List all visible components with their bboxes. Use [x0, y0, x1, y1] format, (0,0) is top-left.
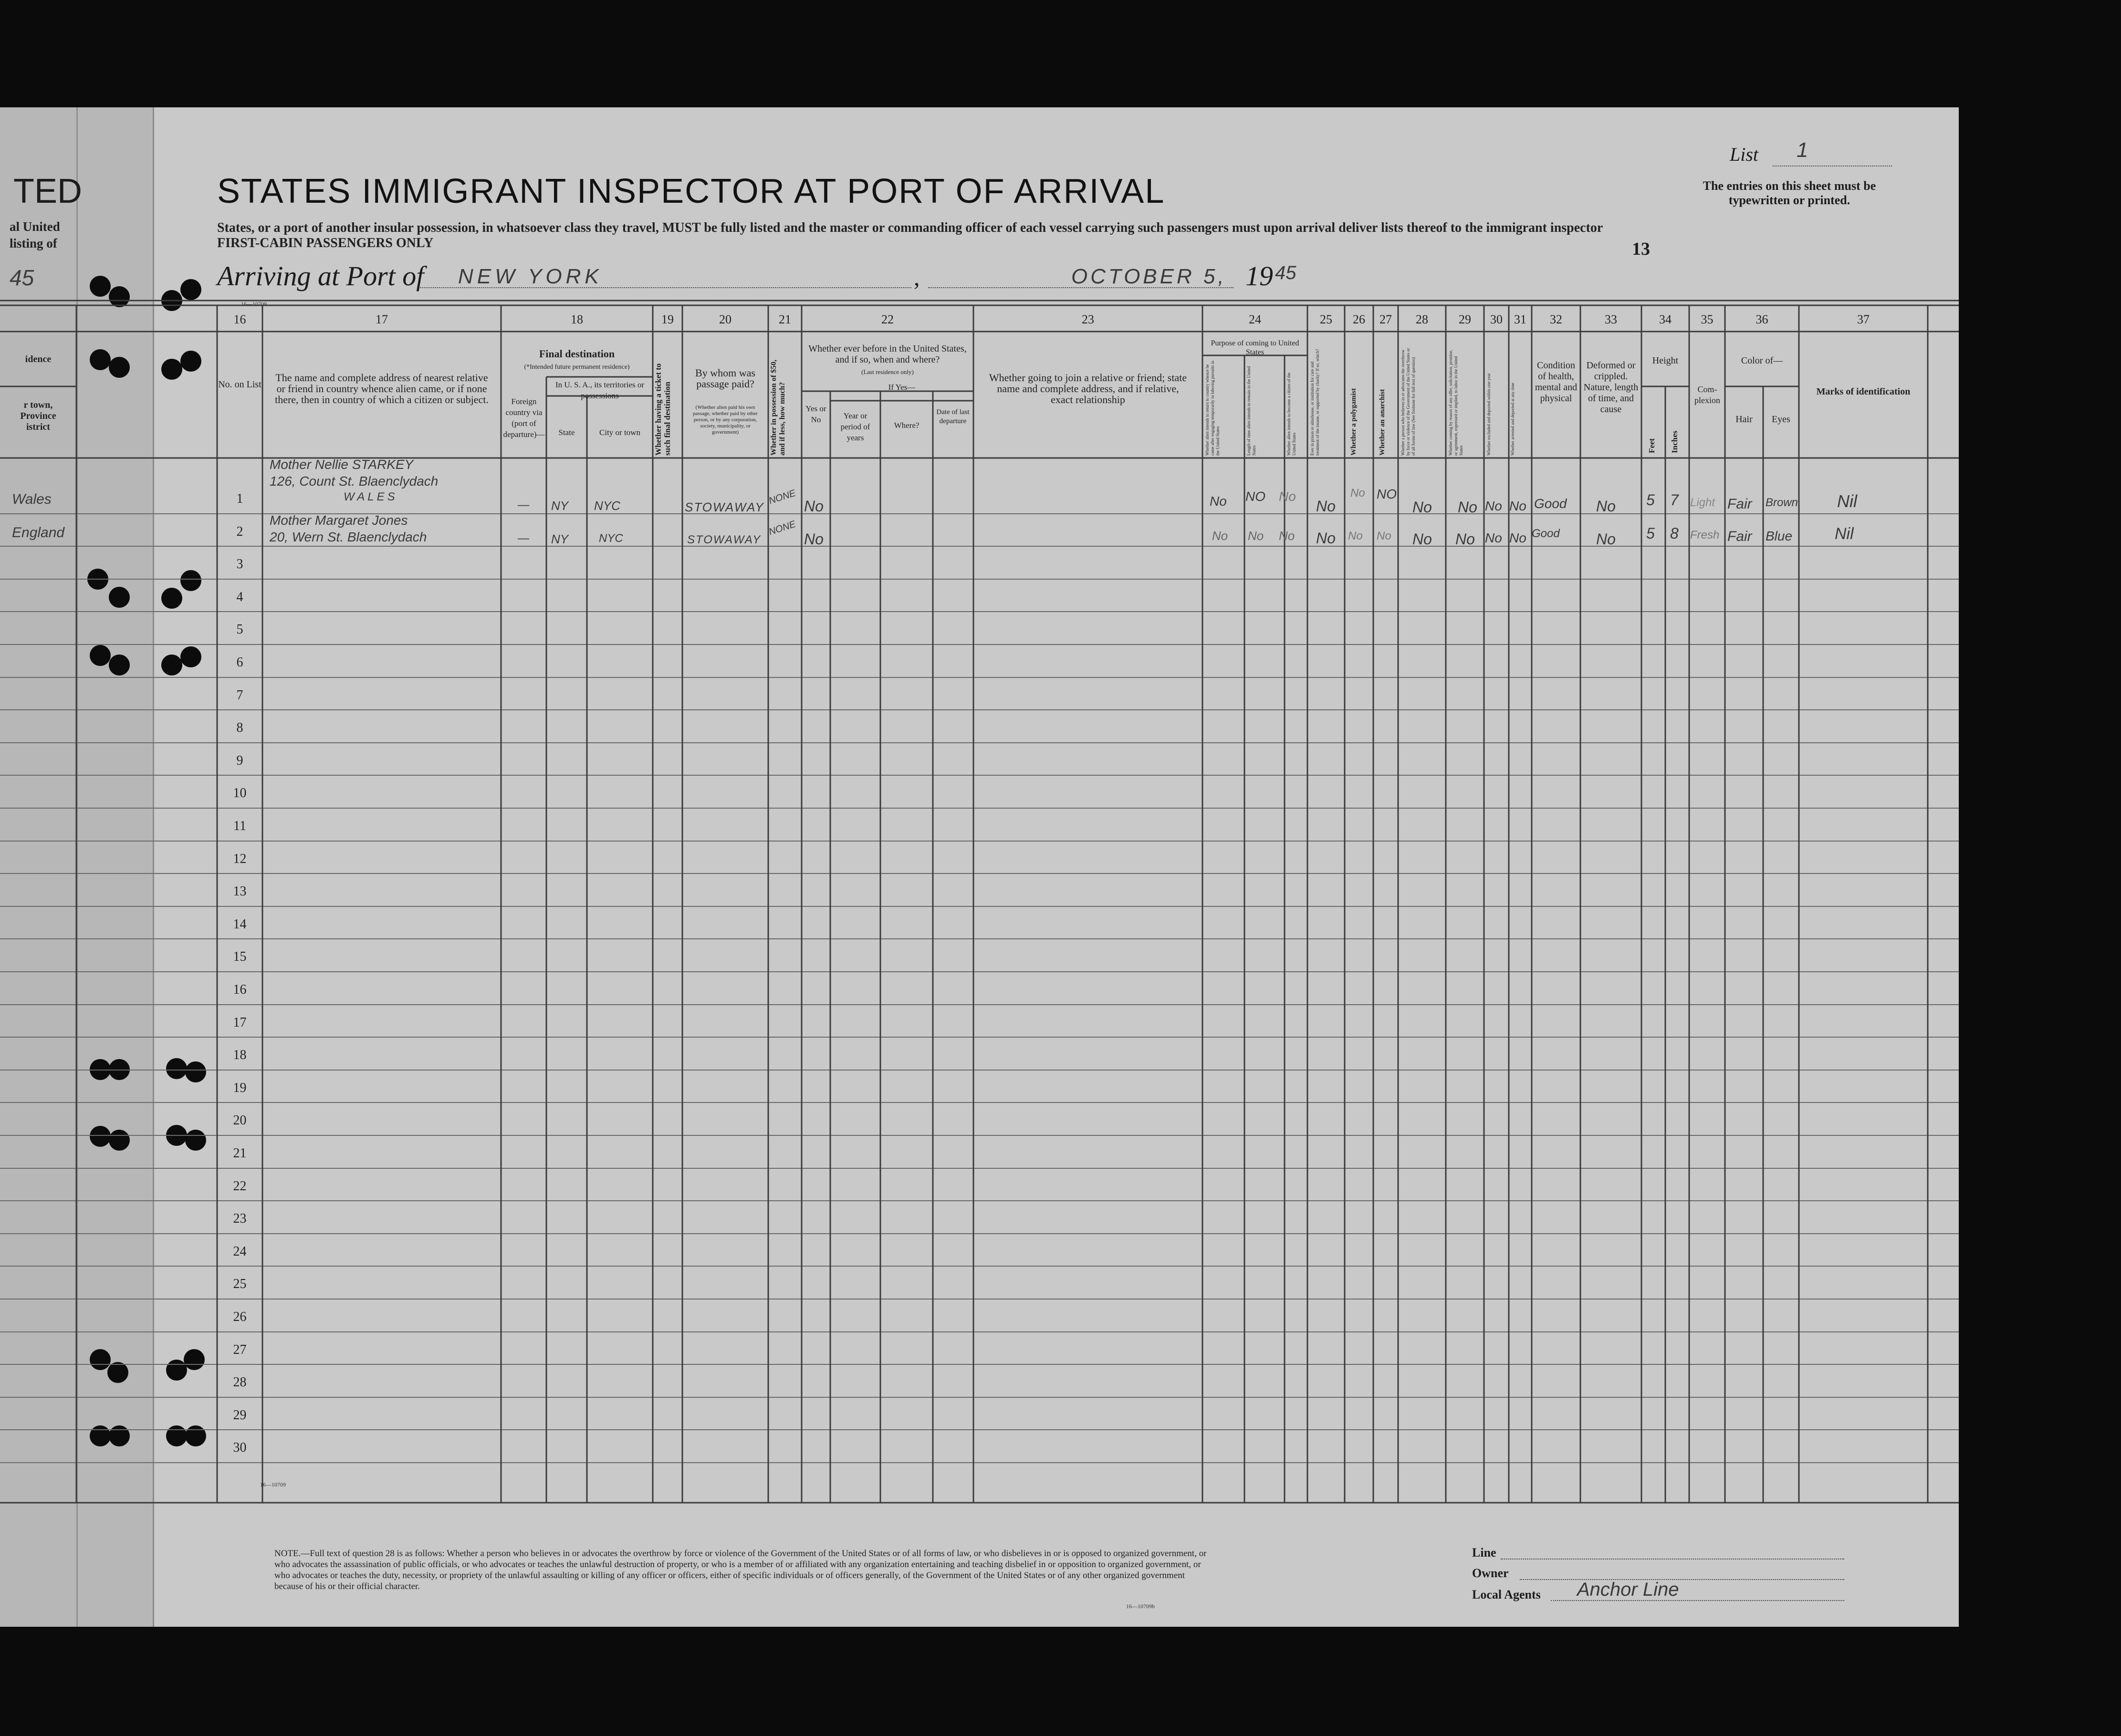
row-number: 10	[233, 786, 247, 801]
q31-1: No	[1509, 499, 1526, 513]
header-q28: Whether a person who believes in or advocates the overthrow by force or violence of the Government of the United States or of all forms of law (See footnote for full text of question)	[1400, 348, 1416, 456]
form-code-note: 16—10709b	[1126, 1603, 1155, 1610]
col-number: 25	[1320, 312, 1332, 326]
punch-hole	[161, 359, 182, 380]
header-in-usa: In U. S. A., its territories or possessions	[555, 380, 645, 400]
col-number: 16	[233, 312, 246, 326]
col-number: 37	[1857, 312, 1870, 326]
punch-hole	[185, 1425, 206, 1446]
row-number: 24	[233, 1244, 247, 1259]
punch-hole	[107, 1362, 128, 1383]
col-number: 27	[1379, 312, 1392, 326]
row-number: 21	[233, 1146, 247, 1161]
money-1: NONE	[767, 488, 797, 507]
feet-2: 5	[1646, 525, 1655, 542]
header-polygamist: Whether a polygamist	[1350, 388, 1358, 456]
ever-before-2: No	[804, 530, 824, 548]
eyes-2: Blue	[1766, 529, 1793, 543]
row-number: 7	[236, 687, 243, 703]
row-number: 20	[233, 1113, 247, 1128]
row-number: 4	[236, 589, 243, 604]
q25-2: No	[1316, 530, 1336, 547]
punch-hole	[90, 1425, 111, 1446]
form-code: 16—10709	[241, 301, 267, 307]
hair-1: Fair	[1727, 496, 1752, 512]
header-height: Height	[1652, 355, 1679, 366]
punch-hole	[180, 570, 201, 591]
punch-hole	[90, 645, 111, 666]
eyes-1: Brown	[1766, 496, 1798, 509]
hair-2: Fair	[1727, 529, 1752, 544]
q28-1: No	[1412, 499, 1432, 516]
header-city: City or town	[599, 428, 640, 437]
header-state: State	[558, 428, 575, 437]
list-number: 1	[1797, 138, 1808, 162]
punch-hole	[90, 1059, 111, 1080]
left-page-title: TED	[13, 172, 82, 210]
row-number: 17	[233, 1015, 247, 1030]
header-hair: Hair	[1735, 414, 1753, 425]
punch-hole	[90, 1126, 111, 1147]
col-number: 33	[1605, 312, 1617, 326]
left-row-1-value: Wales	[12, 491, 52, 507]
passage-paid-2: STOWAWAY	[687, 533, 762, 546]
header-date-departure: Date of last departure	[936, 408, 970, 425]
punch-hole	[109, 1059, 130, 1080]
foreign-country-1: —	[518, 499, 529, 511]
row-number: 9	[236, 753, 243, 768]
col-number: 31	[1514, 312, 1526, 326]
page-number: 13	[1632, 239, 1650, 259]
col-number: 17	[376, 312, 388, 326]
relative-name-2: Mother Margaret Jones	[270, 513, 408, 528]
health-1: Good	[1534, 496, 1567, 511]
owner-field	[1520, 1578, 1844, 1580]
row-number: 30	[233, 1440, 247, 1455]
header-possession-50: Whether in possession of $50, and if less, how much?	[770, 359, 786, 456]
left-page-subtitle: listing of	[10, 236, 57, 250]
punch-hole	[109, 357, 130, 378]
comma-separator: ,	[914, 264, 920, 291]
row-number: 27	[233, 1342, 247, 1357]
header-ticket: Whether having a ticket to such final destination	[654, 363, 672, 456]
header-passage-paid: By whom was passage paid?	[695, 367, 755, 390]
q31-2: No	[1509, 530, 1526, 545]
header-going-to-join: Whether going to join a relative or friend; state name and complete address, and if relative, exact relationship	[989, 372, 1187, 405]
row-number: 14	[233, 916, 247, 932]
punch-hole	[109, 587, 130, 608]
punch-hole	[180, 351, 201, 372]
left-row-2-value: England	[12, 525, 65, 541]
header-yes-no: Yes or No	[805, 404, 826, 424]
city-1: NYC	[594, 499, 620, 513]
punch-hole	[109, 655, 130, 676]
complexion-2: Fresh	[1690, 529, 1720, 541]
col-number: 23	[1082, 312, 1094, 326]
q29-1: No	[1458, 499, 1477, 516]
row-number: 8	[236, 720, 243, 736]
q27-2: No	[1377, 530, 1391, 542]
punch-hole	[90, 1349, 111, 1370]
marks-2: Nil	[1835, 525, 1854, 543]
state-1: NY	[551, 499, 569, 513]
col-number: 28	[1416, 312, 1428, 326]
p24a-2: No	[1212, 529, 1228, 543]
q25-1: No	[1316, 498, 1336, 515]
header-q31: Whether arrested and deported at any time	[1510, 383, 1515, 456]
row-number: 16	[233, 982, 247, 997]
city-2: NYC	[599, 532, 623, 545]
left-residence-header: idence	[25, 354, 52, 364]
header-purpose-return: Whether alien intends to return to country whence he came after engaging temporarily in laboring pursuits in the United States	[1205, 361, 1220, 456]
row-number: 19	[233, 1080, 247, 1095]
col-number: 36	[1755, 312, 1768, 326]
arriving-label: Arriving at Port of	[217, 260, 424, 291]
header-nearest-relative: The name and complete address of nearest relative or friend in country whence alien came, or if none there, then in country of which a citizen or subject.	[275, 372, 489, 405]
inches-1: 7	[1670, 491, 1679, 509]
line-label: Line	[1472, 1546, 1496, 1559]
punch-hole	[109, 1130, 130, 1151]
passage-paid-1: STOWAWAY	[685, 500, 764, 514]
header-no-on-list: No. on List	[218, 379, 261, 390]
typewritten-note: The entries on this sheet must be typewritten or printed.	[1703, 179, 1876, 207]
list-label: List	[1730, 144, 1759, 165]
feet-1: 5	[1646, 491, 1655, 509]
col-number: 30	[1490, 312, 1503, 326]
p24b-1: NO	[1245, 489, 1265, 504]
relative-country-1: WALES	[344, 490, 398, 503]
punch-hole	[166, 1058, 187, 1079]
header-purpose: Purpose of coming to United States	[1211, 339, 1299, 356]
row-number: 2	[236, 524, 243, 539]
q27-1: NO	[1377, 487, 1397, 501]
year-value: 45	[1275, 262, 1296, 283]
p24c-1: No	[1279, 489, 1296, 504]
q26-1: No	[1350, 487, 1365, 499]
header-marks: Marks of identification	[1816, 386, 1911, 397]
p24c-2: No	[1279, 529, 1295, 543]
p24a-1: No	[1210, 494, 1227, 509]
inches-2: 8	[1670, 525, 1679, 542]
header-complexion: Com-plexion	[1694, 385, 1720, 405]
header-foreign-country: Foreign country via (port of departure)—	[503, 397, 545, 439]
header-inches: Inches	[1670, 430, 1679, 453]
punch-hole	[185, 1061, 206, 1082]
strip-rule	[76, 107, 78, 1627]
col-number: 35	[1701, 312, 1714, 326]
row-number: 15	[233, 949, 247, 965]
row-number: 29	[233, 1407, 247, 1423]
q26-2: No	[1348, 530, 1363, 542]
left-page-strip	[0, 107, 154, 1627]
row-number: 6	[236, 655, 243, 670]
punch-hole	[185, 1130, 206, 1151]
complexion-1: Light	[1690, 496, 1715, 509]
page-subtitle: States, or a port of another insular possession, in whatsoever class they travel, MUST be fully listed and the master or commanding officer of each vessel carrying such passengers must upon arrival deliver lists thereof to the immigrant inspector	[217, 220, 1603, 235]
punch-hole	[161, 290, 182, 311]
left-district-header: istrict	[26, 422, 50, 432]
q29-2: No	[1455, 530, 1475, 548]
year-prefix: 19	[1245, 260, 1273, 291]
health-2: Good	[1532, 527, 1560, 540]
relative-name-1: Mother Nellie STARKEY	[270, 457, 414, 472]
row-number: 12	[233, 851, 247, 866]
header-ever-before: Whether ever before in the United States, and if so, when and where?	[808, 343, 967, 365]
date-value: OCTOBER 5,	[1071, 265, 1227, 288]
punch-hole	[90, 276, 111, 297]
agents-label: Local Agents	[1472, 1588, 1541, 1601]
line-field	[1501, 1558, 1844, 1559]
list-underline	[1773, 165, 1892, 166]
header-anarchist: Whether an anarchist	[1379, 389, 1386, 456]
punch-hole	[184, 1349, 205, 1370]
left-province-header: Province	[20, 411, 56, 421]
header-if-yes: If Yes—	[888, 383, 916, 392]
page-title: STATES IMMIGRANT INSPECTOR AT PORT OF ARRIVAL	[217, 172, 1165, 210]
header-eyes: Eyes	[1772, 414, 1790, 425]
relative-address-1: 126, Count St. Blaenclydach	[270, 474, 439, 489]
header-prison: Ever in prison or almshouse, or institution for care and treatment of the insane, or supported by charity? If so, which?	[1310, 349, 1320, 456]
col-number: 32	[1550, 312, 1562, 326]
q30-2: No	[1485, 530, 1502, 545]
left-town-header: r town,	[23, 400, 53, 410]
punch-hole	[180, 646, 201, 667]
state-2: NY	[551, 532, 569, 546]
col-number: 24	[1249, 312, 1261, 326]
port-value: NEW YORK	[458, 265, 603, 288]
foreign-country-2: —	[518, 532, 529, 545]
punch-hole	[161, 588, 182, 609]
header-final-destination: Final destination	[539, 348, 615, 360]
col-number: 26	[1353, 312, 1365, 326]
ever-before-1: No	[804, 498, 824, 515]
row-number: 23	[233, 1211, 247, 1227]
footnote-q28: NOTE.—Full text of question 28 is as follows: Whether a person who believes in or advocates the overthrow by force or violence of the Government of the United States or of all forms of law, or who disbelieves in or is opposed to organized government, or who advocates the assassination of public officials, or who advocates or teaches the unlawful destruction of property, or who is a member of or affiliated with any organization entertaining and teaching disbelief in or opposition to organized government, or who advocates or teaches the duty, necessity, or propriety of the unlawful assaulting or killing of any officer or officers, either of specific individuals or of officers generally, of the Government of the United States or of any other organized government because of his or their official character.	[274, 1549, 1207, 1591]
agents-value: Anchor Line	[1577, 1579, 1679, 1600]
row-number: 18	[233, 1048, 247, 1063]
row-number: 1	[236, 491, 243, 506]
row-number: 26	[233, 1310, 247, 1324]
header-q30: Whether excluded and deported within one year	[1486, 373, 1491, 456]
row-number: 22	[233, 1178, 247, 1194]
row-number: 5	[236, 622, 243, 637]
header-purpose-citizen: Whether alien intends to become a citizen of the United States	[1286, 373, 1296, 456]
marks-1: Nil	[1837, 491, 1857, 511]
punch-hole	[90, 349, 111, 370]
col-number: 20	[719, 312, 731, 326]
header-deformed: Deformed or crippled. Nature, length of time, and cause	[1583, 360, 1639, 415]
deformed-1: No	[1596, 498, 1616, 515]
class-line: FIRST-CABIN PASSENGERS ONLY	[217, 236, 434, 250]
manifest-sheet	[0, 107, 1959, 1627]
col-number: 19	[661, 312, 674, 326]
col-number: 18	[571, 312, 583, 326]
col-number: 22	[881, 312, 894, 326]
header-year-period: Year or period of years	[840, 411, 870, 442]
header-last-residence: (Last residence only)	[861, 368, 914, 375]
row-number: 13	[233, 884, 247, 899]
col-number: 34	[1659, 312, 1672, 326]
row-number: 25	[233, 1277, 247, 1292]
header-condition: Condition of health, mental and physical	[1535, 360, 1578, 404]
form-code-bottom: 16—10709	[260, 1481, 286, 1488]
p24b-2: No	[1248, 529, 1264, 543]
left-page-year: 45	[10, 265, 34, 290]
punch-hole	[166, 1425, 187, 1446]
deformed-2: No	[1596, 530, 1616, 548]
col-number: 29	[1459, 312, 1471, 326]
header-purpose-length: Length of time alien intends to remain in the United States	[1246, 366, 1256, 456]
punch-hole	[166, 1125, 187, 1146]
punch-hole	[109, 1425, 130, 1446]
row-number: 28	[233, 1375, 247, 1390]
header-final-destination-note: (*Intended future permanent residence)	[524, 364, 630, 371]
header-feet: Feet	[1647, 438, 1656, 453]
header-where: Where?	[894, 421, 919, 430]
header-q29: Whether coming by reason of any offer, solicitation, promise, or agreement, expressed or implied, to labor in the United States	[1448, 350, 1463, 456]
q30-1: No	[1485, 499, 1502, 513]
left-page-subtitle: al United	[10, 219, 60, 234]
punch-hole	[161, 655, 182, 676]
owner-label: Owner	[1472, 1566, 1509, 1580]
header-color-of: Color of—	[1741, 355, 1783, 366]
row-number: 11	[233, 819, 246, 833]
punch-hole	[109, 286, 130, 307]
col-number: 21	[779, 312, 791, 326]
q28-2: No	[1412, 530, 1432, 548]
punch-hole	[180, 279, 201, 300]
row-number: 3	[236, 557, 243, 572]
header-passage-note: (Whether alien paid his own passage, whether paid by other person, or by any corporation, society, municipality, or government)	[693, 405, 758, 435]
relative-address-2: 20, Wern St. Blaenclydach	[270, 530, 427, 544]
money-2: NONE	[767, 519, 797, 538]
punch-hole	[87, 569, 108, 590]
